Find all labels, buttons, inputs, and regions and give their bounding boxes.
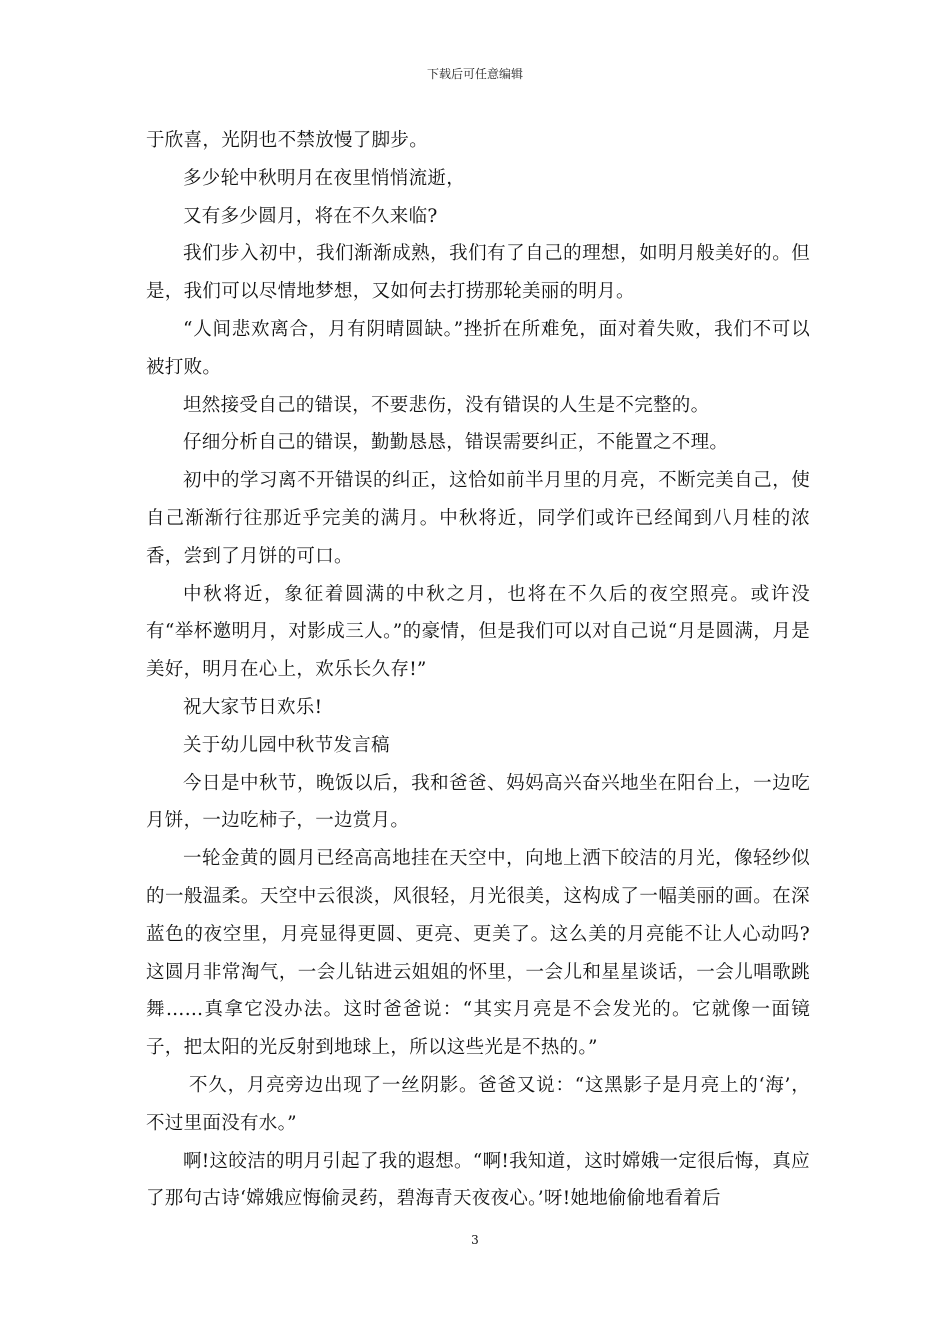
- page-number: 3: [471, 1233, 479, 1247]
- paragraph: 初中的学习离不开错误的纠正，这恰如前半月里的月亮，不断完美自己，使自己渐渐行往那近乎完美的满月。中秋将近，同学们或许已经闻到八月桂的浓香，尝到了月饼的可口。: [146, 470, 810, 567]
- section-title: 关于幼儿园中秋节发言稿: [183, 734, 390, 756]
- paragraph: 我们步入初中，我们渐渐成熟，我们有了自己的理想，如明月般美好的。但是，我们可以尽情地梦想，又如何去打捞那轮美丽的明月。: [146, 243, 810, 303]
- paragraph: 不久，月亮旁边出现了一丝阴影。爸爸又说：“这黑影子是月亮上的‘海’，不过里面没有水。”: [146, 1074, 810, 1134]
- paragraph: 坦然接受自己的错误，不要悲伤，没有错误的人生是不完整的。: [183, 394, 710, 416]
- document-body: [146, 122, 810, 1218]
- paragraph: 中秋将近，象征着圆满的中秋之月，也将在不久后的夜空照亮。或许没有“举杯邀明月，对影成三人。”的豪情，但是我们可以对自己说“月是圆满，月是美好，明月在心上，欢乐长久存!”: [146, 583, 810, 681]
- paragraph: 于欣喜，光阴也不禁放慢了脚步。: [146, 130, 429, 151]
- paragraph: 又有多少圆月，将在不久来临?: [183, 205, 438, 227]
- paragraph: 一轮金黄的圆月已经高高地挂在天空中，向地上洒下皎洁的月光，像轻纱似的一般温柔。天空中云很淡，风很轻，月光很美，这构成了一幅美丽的画。在深蓝色的夜空里，月亮显得更圆、更亮、更美了。这么美的月亮能不让人心动吗?这圆月非常淘气，一会儿钻进云姐姐的怀里，一会儿和星星谈话，一会儿唱歌跳舞……真拿它没办法。这时爸爸说：“其实月亮是不会发光的。它就像一面镜子，把太阳的光反射到地球上，所以这些光是不热的。”: [146, 848, 810, 1059]
- page-header: 下载后可任意编辑: [426, 67, 523, 81]
- paragraph: 祝大家节日欢乐!: [183, 696, 323, 718]
- paragraph: 今日是中秋节，晚饭以后，我和爸爸、妈妈高兴奋兴地坐在阳台上，一边吃月饼，一边吃柿子，一边赏月。: [146, 772, 810, 832]
- paragraph: “人间悲欢离合，月有阴晴圆缺。”挫折在所难免，面对着失败，我们不可以被打败。: [146, 318, 810, 378]
- paragraph: 啊!这皎洁的明月引起了我的遐想。“啊!我知道，这时嫦娥一定很后悔，真应了那句古诗‘嫦娥应悔偷灵药，碧海青天夜夜心。’呀!她地偷偷地看着后: [146, 1150, 810, 1210]
- paragraph: 仔细分析自己的错误，勤勤恳恳，错误需要纠正，不能置之不理。: [183, 432, 729, 454]
- paragraph: 多少轮中秋明月在夜里悄悄流逝，: [183, 167, 466, 189]
